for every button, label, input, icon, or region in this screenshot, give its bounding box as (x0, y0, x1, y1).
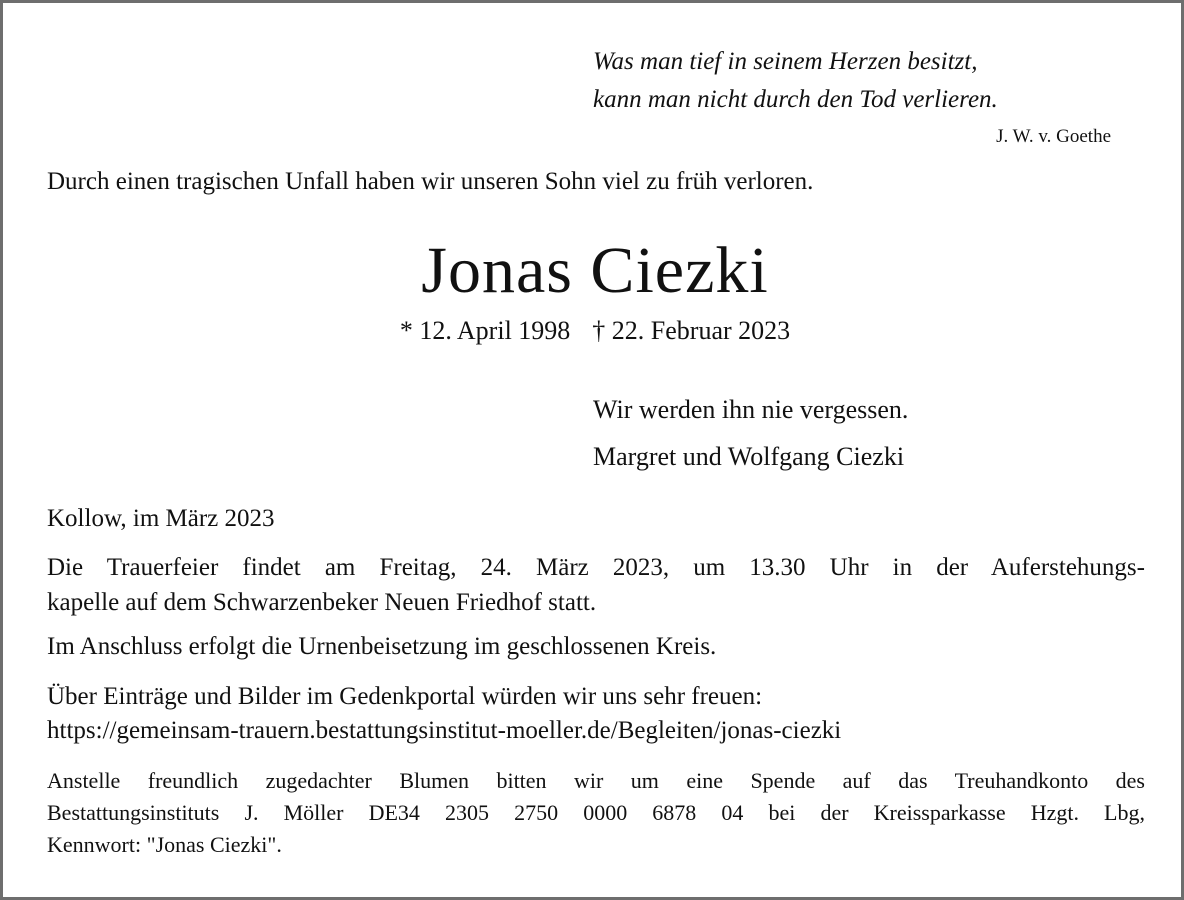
quote-author: J. W. v. Goethe (996, 126, 1111, 147)
intro-text: Durch einen tragischen Unfall haben wir unseren Sohn viel zu früh verloren. (47, 168, 814, 195)
life-dates (3, 316, 1184, 346)
quote-line-2: kann man nicht durch den Tod verlieren. (593, 86, 998, 113)
portal-text: Über Einträge und Bilder im Gedenkportal würden wir uns sehr freuen: (47, 683, 763, 710)
mourner-message: Wir werden ihn nie vergessen. (593, 395, 909, 424)
donation-line-3: Kennwort: "Jonas Ciezki". (47, 832, 282, 857)
mourner-names: Margret und Wolfgang Ciezki (593, 442, 905, 471)
birth-date: * 12. April 1998 (399, 316, 571, 345)
quote-line-1: Was man tief in seinem Herzen besitzt, (593, 48, 978, 75)
donation-line-1: Anstelle freundlich zugedachter Blumen bitten wir um eine Spende auf das Treuhandkonto des (47, 768, 1145, 793)
funeral-info-line-1: Die Trauerfeier findet am Freitag, 24. März 2023, um 13.30 Uhr in der Auferstehungs- (47, 554, 1145, 581)
funeral-info-line-2: kapelle auf dem Schwarzenbeker Neuen Friedhof statt. (47, 589, 597, 616)
portal-url: https://gemeinsam-trauern.bestattungsinstitut-moeller.de/Begleiten/jonas-ciezki (47, 717, 842, 744)
deceased-name: Jonas Ciezki (421, 234, 769, 307)
burial-info: Im Anschluss erfolgt die Urnenbeisetzung im geschlossenen Kreis. (47, 633, 717, 660)
donation-line-2: Bestattungsinstituts J. Möller DE34 2305 2750 0000 6878 04 bei der Kreissparkasse Hzgt. Lbg, (47, 800, 1145, 825)
death-date: † 22. Februar 2023 (592, 316, 791, 345)
place-date: Kollow, im März 2023 (47, 505, 275, 532)
